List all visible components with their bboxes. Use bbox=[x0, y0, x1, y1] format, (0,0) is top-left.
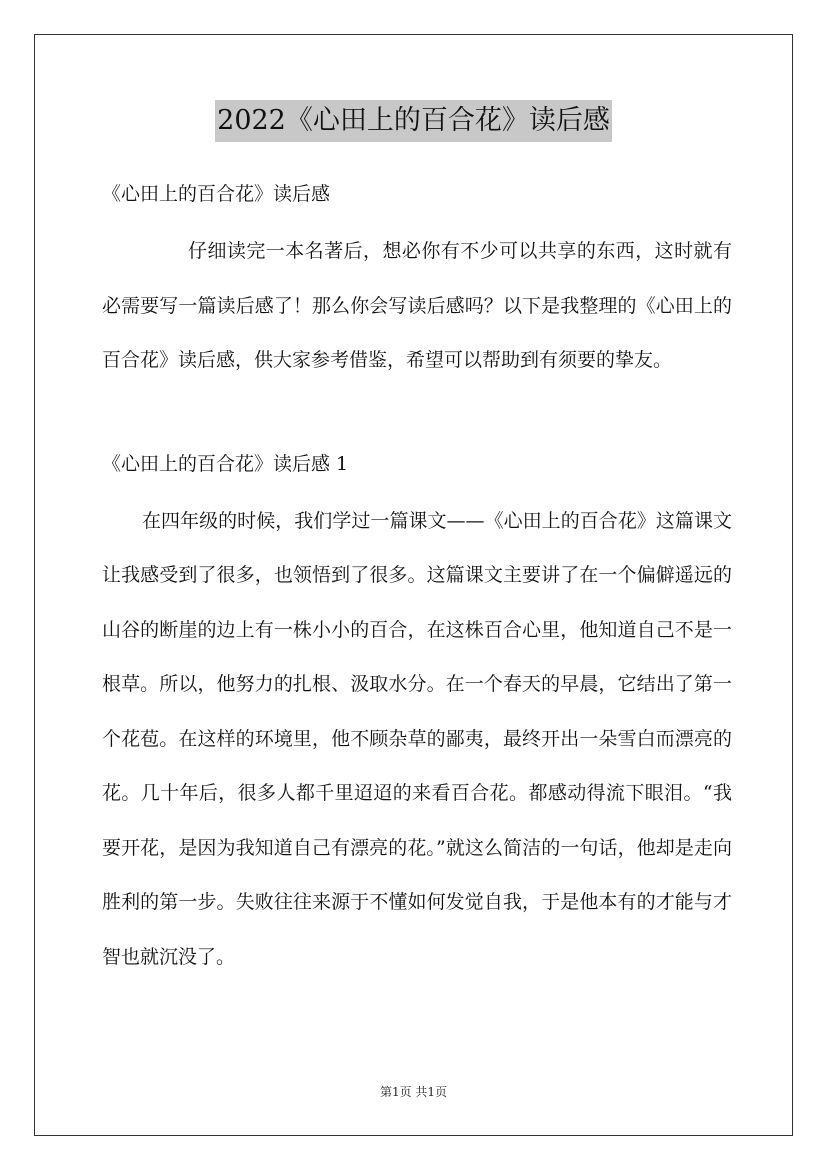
document-title: 2022《心田上的百合花》读后感 bbox=[215, 100, 612, 142]
intro-paragraph: 仔细读完一本名著后，想必你有不少可以共享的东西，这时就有必需要写一篇读后感了！那么你会写读后感吗？以下是我整理的《心田上的百合花》读后感，供大家参考借鉴，希望可以帮助到有须要的挚友。 bbox=[102, 240, 732, 371]
page-number: 第1页 共1页 bbox=[379, 1085, 448, 1099]
section-paragraph: 在四年级的时候，我们学过一篇课文——《心田上的百合花》这篇课文让我感受到了很多，也领悟到了很多。这篇课文主要讲了在一个偏僻遥远的山谷的断崖的边上有一株小小的百合，在这株百合心里，他知道自己不是一根草。所以，他努力的扎根、汲取水分。在一个春天的早晨，它结出了第一个花苞。在这样的环境里，他不顾杂草的鄙夷，最终开出一朵雪白而漂亮的花。几十年后，很多人都千里迢迢的来看百合花。都感动得流下眼泪。“我要开花，是因为我知道自己有漂亮的花。”就这么简洁的一句话，他却是走向胜利的第一步。失败往往来源于不懂如何发觉自我，于是他本有的才能与才智也就沉没了。 bbox=[102, 509, 732, 968]
section-heading: 《心田上的百合花》读后感 1 bbox=[102, 452, 349, 475]
document-title-container bbox=[0, 99, 827, 142]
section-spacer bbox=[102, 388, 732, 440]
document-subtitle: 《心田上的百合花》读后感 bbox=[102, 183, 331, 205]
document-body bbox=[102, 170, 732, 984]
